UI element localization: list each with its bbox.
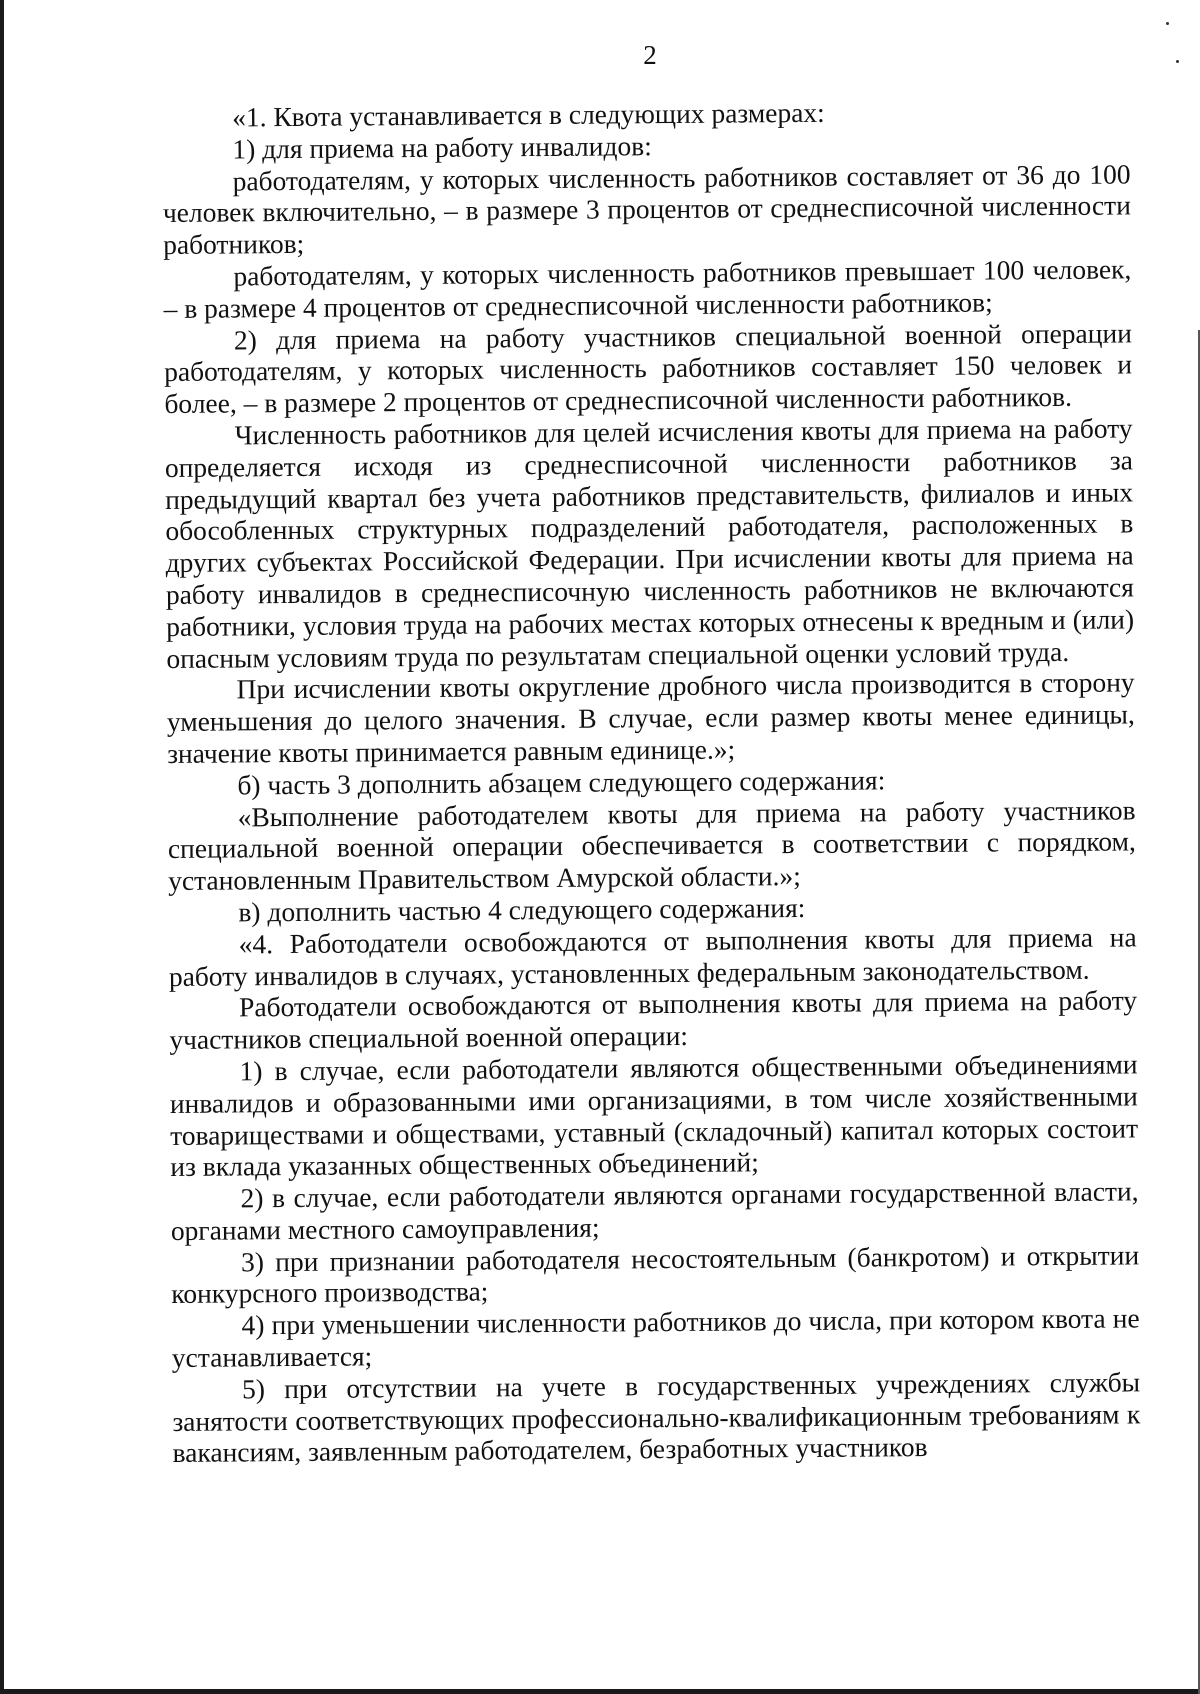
paragraph: «4. Работодатели освобождаются от выполнения квоты для приема на работу инвалидов в случаях, установленных федеральным законодательством. (168, 921, 1137, 992)
paragraph: При исчислении квоты округление дробного числа производится в сторону уменьшения до целого значения. В случае, если размер квоты менее единицы, значение квоты принимается равным единице.»; (166, 666, 1135, 769)
scan-edge-left (0, 0, 4, 1694)
paragraph: 2) для приема на работу участников специальной военной операции работодателям, у которых численность работников составляет 150 человек и более, – в размере 2 процентов от среднесписочной численности работников. (163, 316, 1133, 420)
paragraph: 1) для приема на работу инвалидов: (232, 129, 652, 165)
paragraph: работодателям, у которых численность работников превышает 100 человек, – в размере 4 процентов от среднесписочной численности работников; (163, 253, 1132, 324)
paragraph: б) часть 3 дополнить абзацем следующего содержания: (237, 764, 886, 801)
paragraph: работодателям, у которых численность работников составляет от 36 до 100 человек включительно, – в размере 3 процентов от среднесписочной численности работников; (162, 157, 1131, 261)
page-number: 2 (643, 40, 657, 70)
paragraph: «Выполнение работодателем квоты для приема на работу участников специальной военной операции обеспечивается в соответствии с порядком, установленным Правительством Амурской области.»; (167, 793, 1136, 897)
paragraph: в) дополнить частью 4 следующего содержания: (238, 891, 806, 928)
paragraph: «1. Квота устанавливается в следующих размерах: (231, 96, 825, 133)
paragraph: 2) в случае, если работодатели являются органами государственной власти, органами местного самоуправления; (170, 1175, 1139, 1246)
paragraph: 1) в случае, если работодатели являются общественными объединениями инвалидов и образованными ими организациями, в том числе хозяйственными товариществами и обществами, уставный (складочный) капитал которых состоит из вклада указанных общественных объединений; (169, 1048, 1139, 1183)
paragraph: 4) при уменьшении численности работников до числа, при котором квота не устанавливается; (171, 1302, 1140, 1374)
paragraph: 5) при отсутствии на учете в государственных учреждениях службы занятости соответствующих профессионально-квалификационным требованиям к вакансиям, заявленным работодателем, безработных участников (172, 1366, 1141, 1469)
scan-speck (1166, 22, 1169, 25)
document-body (162, 94, 1141, 1469)
paragraph: Численность работников для целей исчисления квоты для приема на работу определяется исходя из среднесписочной численности работников за предыдущий квартал без учета работников представительств, филиалов и иных обособленных структурных подразделений работодателя, расположенных в других субъектах Российской Федерации. При исчислении квоты для приема на работу инвалидов в среднесписочную численность работников не включаются работники, условия труда на рабочих местах которых отнесены к вредным и (или) опасным условиям труда по результатам специальной оценки условий труда. (164, 412, 1135, 674)
paragraph: Работодатели освобождаются от выполнения квоты для приема на работу участников специальной военной операции: (169, 984, 1138, 1056)
scan-edge-bottom (0, 1689, 1200, 1694)
paragraph: 3) при признании работодателя несостоятельным (банкротом) и открытии конкурсного производства; (171, 1239, 1140, 1310)
